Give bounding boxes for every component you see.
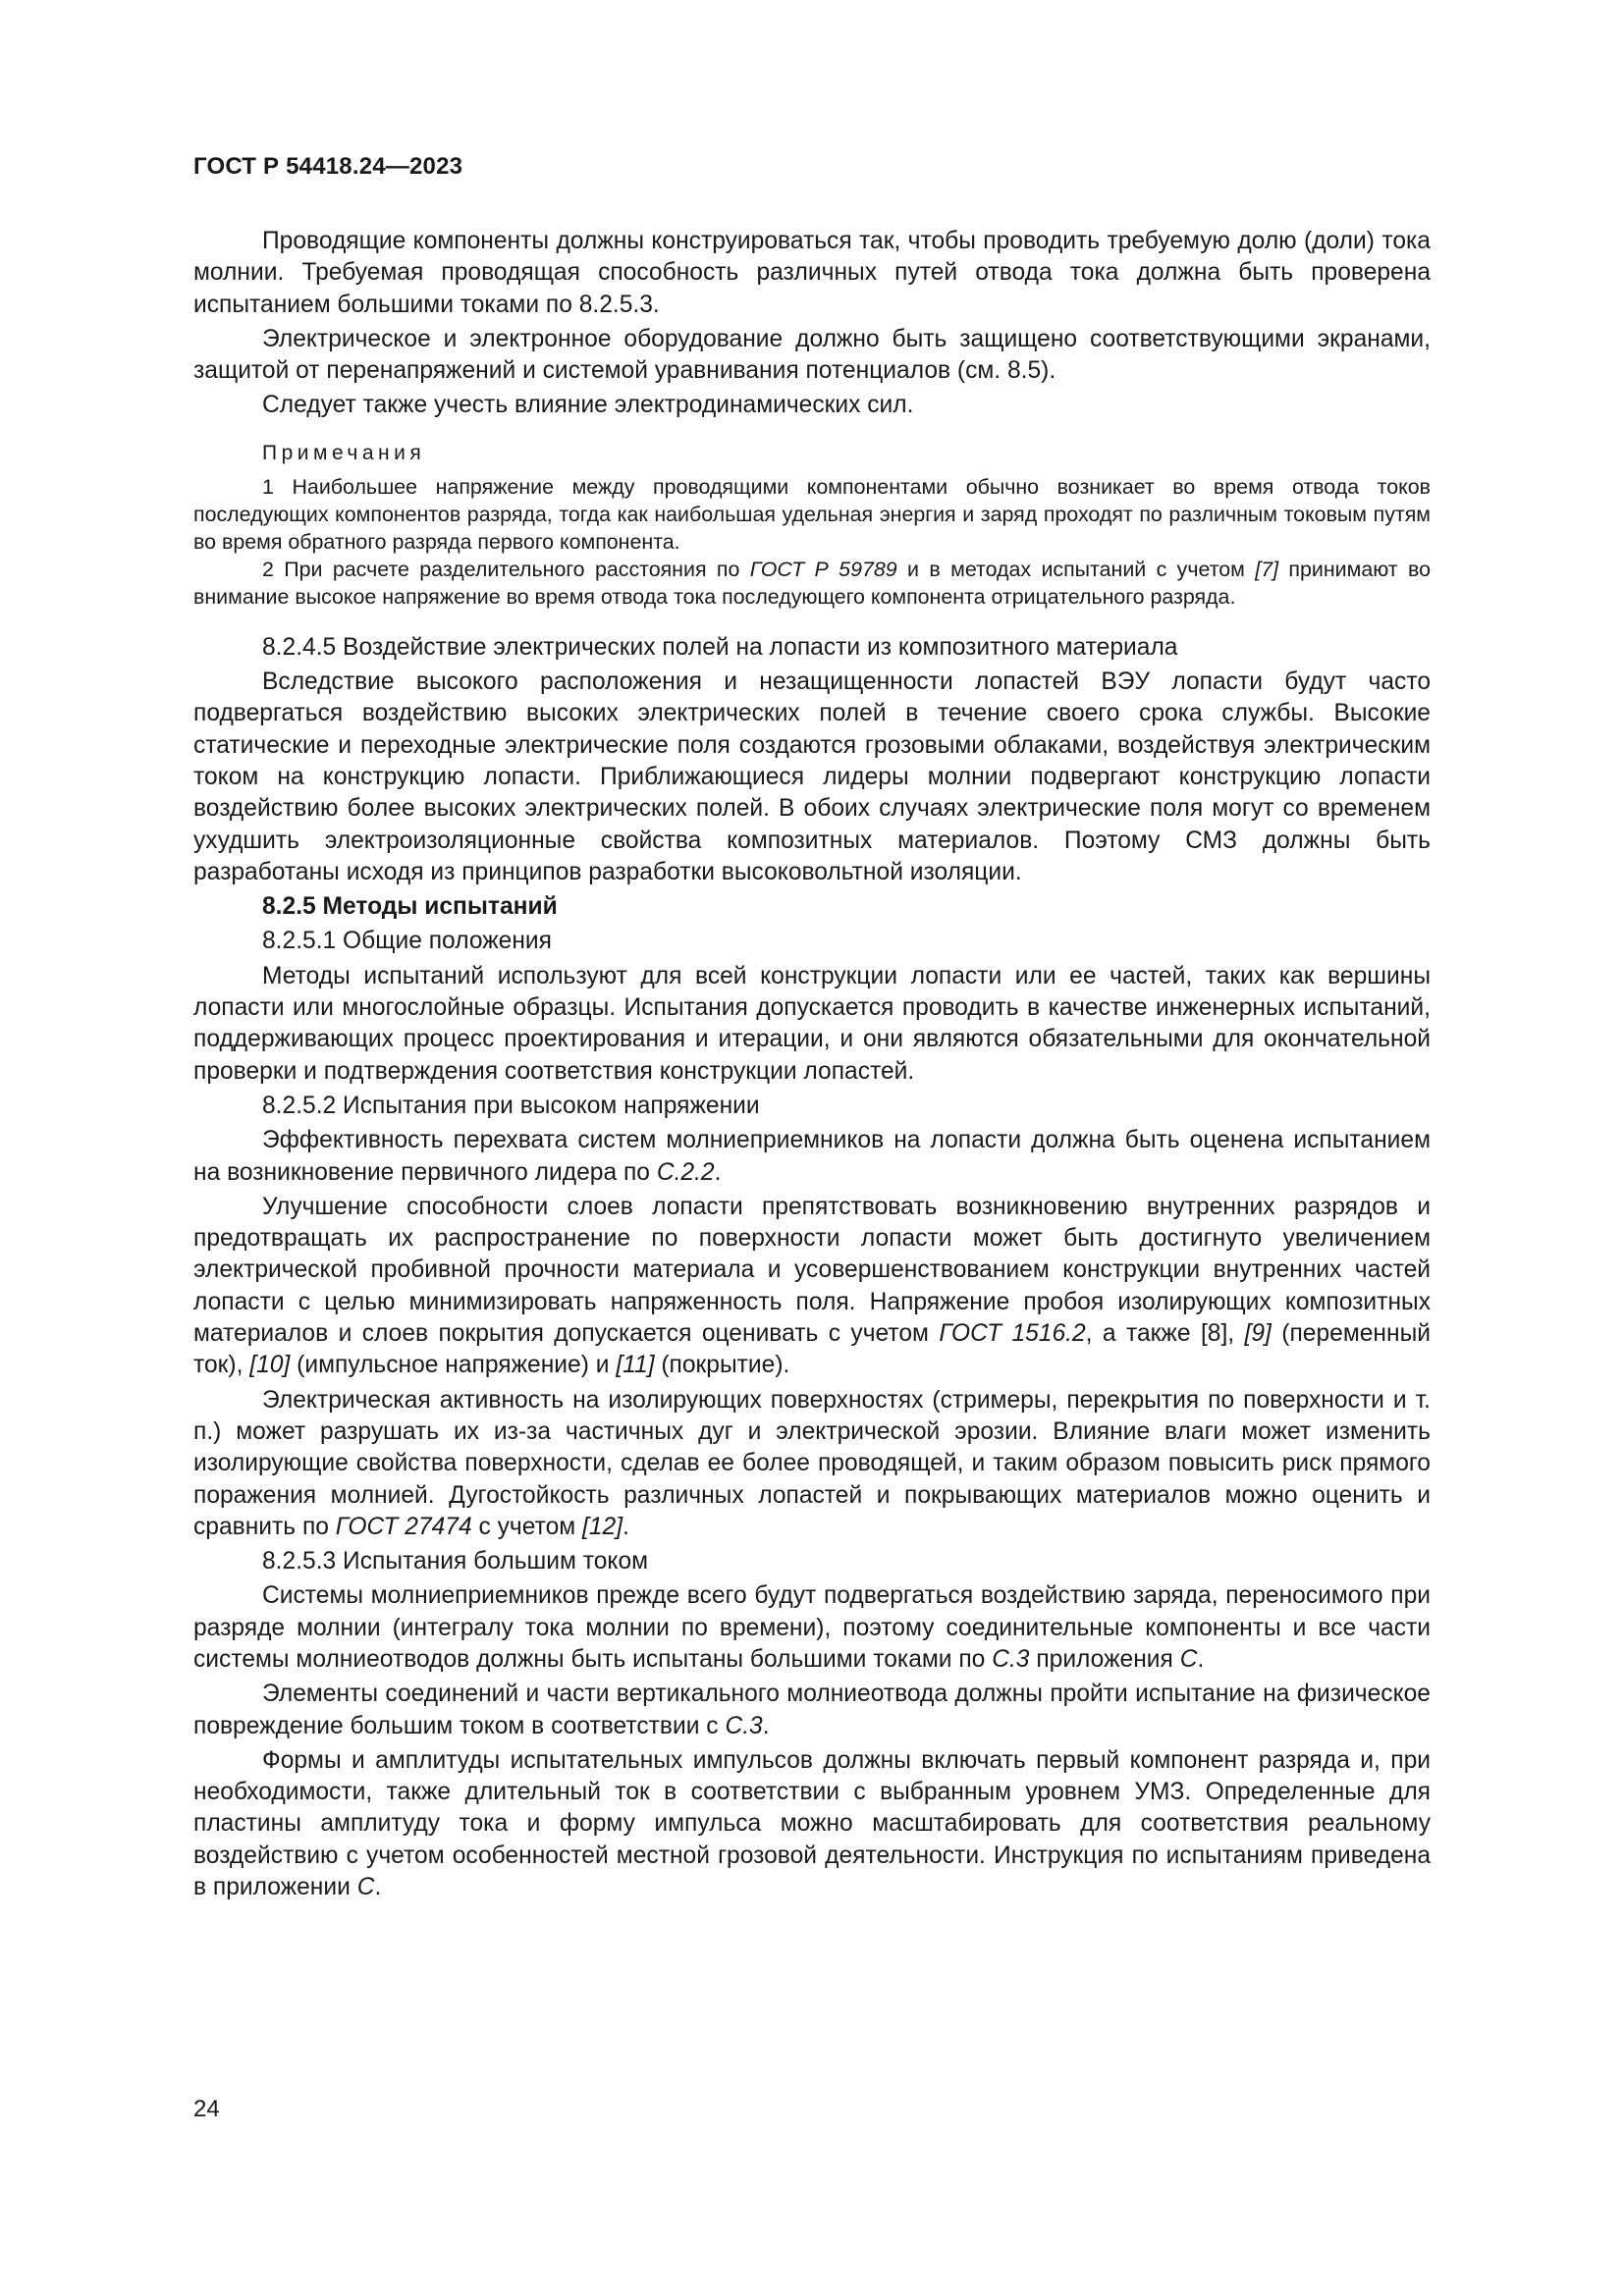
paragraph: Эффективность перехвата систем молниеприемников на лопасти должна быть оценена испытанием на возникновение первичного лидера по С.2.2. [193,1127,1431,1186]
reference: С.3 [725,1712,763,1739]
paragraph: Методы испытаний используют для всей конструкции лопасти или ее частей, таких как вершины лопасти или многослойные образцы. Испытания допускается проводить в качестве инженерных испытаний, поддерживающих процесс проектирования и итерации, и они являются обязательными для окончательной проверки и подтверждения соответствия конструкции лопастей. [193,962,1431,1085]
paragraph: Формы и амплитуды испытательных импульсов должны включать первый компонент разряда и, при необходимости, также длительный ток в соответствии с выбранным уровнем УМЗ. Определенные для пластины амплитуду тока и форму импульса можно масштабировать для соответствия реальному воздействию с учетом особенностей местной грозовой деятельности. Инструкция по испытаниям приведена в приложении С. [193,1746,1431,1901]
section-title-8-2-5-1: 8.2.5.1 Общие положения [262,928,552,955]
reference: С [356,1874,375,1901]
reference: [10] [249,1352,291,1379]
paragraph: Вследствие высокого расположения и незащищенности лопастей ВЭУ лопасти будут часто подвергаться воздействию высоких электрических полей в течение своего срока службы. Высокие статические и переходные электрические поля создаются грозовыми облаками, воздействуя электрическим током на конструкцию лопасти. Приближающиеся лидеры молнии подвергают конструкцию лопасти воздействию более высоких электрических полей. В обоих случаях электрические поля могут со временем ухудшить электроизоляционные свойства композитных материалов. Поэтому СМЗ должны быть разработаны исходя из принципов разработки высоковольтной изоляции. [193,668,1431,885]
paragraph: Следует также учесть влияние электродинамических сил. [262,392,914,419]
reference: [11] [616,1352,655,1379]
section-title-8-2-5: 8.2.5 Методы испытаний [262,893,558,921]
notes-heading: Примечания [262,441,426,464]
reference: ГОСТ 1516.2 [939,1320,1086,1348]
reference: ГОСТ 27474 [335,1513,472,1540]
page-number: 24 [193,2096,220,2122]
reference: С.2.2 [656,1158,715,1186]
note-2: 2 При расчете разделительного расстояния по ГОСТ Р 59789 и в методах испытаний с учетом [7] принимают во внимание высокое напряжение во время отвода тока последующего компонента отрицательного разряда. [193,557,1431,609]
reference: ГОСТ Р 59789 [749,557,897,581]
section-title-8-2-5-3: 8.2.5.3 Испытания большим током [262,1548,649,1575]
paragraph: Системы молниеприемников прежде всего будут подвергаться воздействию заряда, переносимого при разряде молнии (интегралу тока молнии по времени), поэтому соединительные компоненты и все части системы молниеотводов должны быть испытаны большими токами по С.3 приложения С. [193,1582,1431,1673]
paragraph: Электрическая активность на изолирующих поверхностях (стримеры, перекрытия по поверхности и т. п.) может разрушать их из-за частичных дуг и электрической эрозии. Влияние влаги может изменить изолирующие свойства поверхности, сделав ее более проводящей, и таким образом повысить риск прямого поражения молнией. Дугостойкость различных лопастей и покрывающих материалов можно оценить и сравнить по ГОСТ 27474 с учетом [12]. [193,1386,1431,1540]
page-content [193,226,1431,1906]
reference: [9] [1244,1320,1272,1348]
section-title-8-2-4-5: 8.2.4.5 Воздействие электрических полей на лопасти из композитного материала [262,633,1178,661]
document-header: ГОСТ Р 54418.24—2023 [193,153,463,180]
paragraph: Проводящие компоненты должны конструироваться так, чтобы проводить требуемую долю (доли) тока молнии. Требуемая проводящая способность различных путей отвода тока должна быть проверена испытанием большими токами по 8.2.5.3. [193,228,1431,318]
reference: [12] [582,1513,623,1540]
reference: С.3 [992,1645,1030,1673]
paragraph: Улучшение способности слоев лопасти препятствовать возникновению внутренних разрядов и предотвращать их распространение по поверхности лопасти может быть достигнуто увеличением электрической пробивной прочности материала и усовершенствованием конструкции внутренних частей лопасти с целью минимизировать напряженность поля. Напряжение пробоя изолирующих композитных материалов и слоев покрытия допускается оценивать с учетом ГОСТ 1516.2, а также [8], [9] (переменный ток), [10] (импульсное напряжение) и [11] (покрытие). [193,1193,1432,1379]
notes-block [193,442,1431,611]
reference: [7] [1255,557,1279,581]
paragraph: Электрическое и электронное оборудование должно быть защищено соответствующими экранами, защитой от перенапряжений и системой уравнивания потенциалов (см. 8.5). [193,325,1431,385]
note-1: 1 Наибольшее напряжение между проводящими компонентами обычно возникает во время отвода токов последующих компонентов разряда, тогда как наибольшая удельная энергия и заряд проходят по различным токовым путям во время обратного разряда первого компонента. [193,474,1431,554]
paragraph: Элементы соединений и части вертикального молниеотвода должны пройти испытание на физическое повреждение большим током в соответствии с С.3. [193,1681,1431,1739]
section-title-8-2-5-2: 8.2.5.2 Испытания при высоком напряжении [262,1092,760,1119]
reference: С [1179,1645,1198,1673]
